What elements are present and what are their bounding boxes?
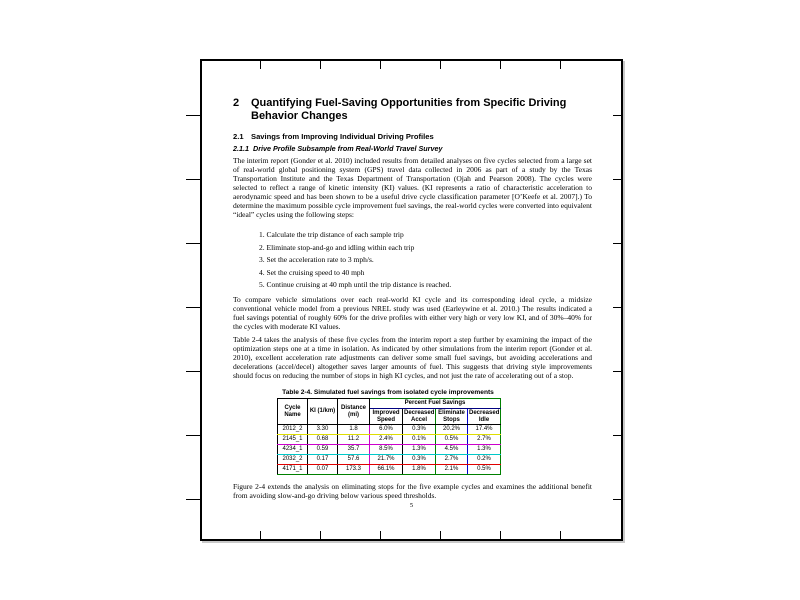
ruler-tick [613,499,621,500]
column-header: Distance (mi) [338,399,370,425]
section-number: 2 [233,97,240,109]
table-cell: 57.6 [338,455,370,465]
table-cell: 0.3% [403,425,436,435]
table-cell: 2012_2 [278,425,308,435]
table-row [278,455,501,465]
ruler-tick [260,61,261,69]
ruler-tick [186,307,202,308]
table-cell: 2.7% [436,455,468,465]
table-cell: 4171_1 [278,465,308,475]
table-cell: 2.7% [468,435,501,445]
subsection-heading [233,132,605,141]
paragraph-simulation-results: To compare vehicle simulations over each real-world KI cycle and its corresponding ideal cycle, a midsize conventional vehicle model from a previous NREL study was used (Earleywine et al. 2010.) The results indicated a fuel savings potential of roughly 60% for the drive profiles with either very high or very low KI, and of 30%–40% for the cycles with moderate KI values. [233,295,592,331]
column-header: KI (1/km) [308,399,338,425]
ruler-tick [186,371,202,372]
table-cell: 0.5% [468,465,501,475]
table-cell: 173.3 [338,465,370,475]
ruler-tick [613,115,621,116]
ruler-tick [500,531,501,539]
table-cell: 1.8% [403,465,436,475]
table-cell: 1.8 [338,425,370,435]
section-heading [233,97,605,123]
ruler-tick [186,435,202,436]
ruler-tick [186,243,202,244]
table-cell: 66.1% [370,465,403,475]
table-cell: 0.2% [468,455,501,465]
ruler-tick [560,61,561,69]
table-cell: 11.2 [338,435,370,445]
table-cell: 2.1% [436,465,468,475]
table-cell: 4.5% [436,445,468,455]
table-cell: 2.4% [370,435,403,445]
table-cell: 1.3% [403,445,436,455]
table-cell: 17.4% [468,425,501,435]
ruler-tick [260,531,261,539]
table-cell: 20.2% [436,425,468,435]
table-row [278,425,501,435]
table-cell: 4234_1 [278,445,308,455]
paragraph-intro: The interim report (Gonder et al. 2010) included results from detailed analyses on five cycles selected from a large set of real-world global positioning system (GPS) travel data collected in 2006 as part of a study by the Texas Transportation Institute and the Texas Department of Transportation (Ojah and Pearson 2008). The cycles were selected to reflect a range of kinetic intensity (KI) values. (KI represents a ratio of characteristic acceleration to aerodynamic speed and has been shown to be a useful drive cycle classification parameter [O’Keefe et al. 2007].) To determine the maximum possible cycle improvement fuel savings, the real-world cycles were converted into equivalent “ideal” cycles using the following steps: [233,156,592,219]
group-column-header: Percent Fuel Savings [370,399,501,409]
column-header: Decreased Accel [404,409,435,423]
subsubsection-number: 2.1.1 [233,144,249,153]
subsubsection-heading [233,144,605,153]
ruler-tick [613,307,621,308]
table-row [278,465,501,475]
ruler-tick [500,61,501,69]
subsection-number: 2.1 [233,132,244,141]
table-cell: 2032_2 [278,455,308,465]
list-item: 2. Eliminate stop-and-go and idling within each trip [259,242,415,252]
ruler-tick [613,371,621,372]
report-page [200,59,623,541]
list-item: 4. Set the cruising speed to 40 mph [259,267,365,277]
ruler-tick [560,531,561,539]
table-caption: Table 2-4. Simulated fuel savings from isolated cycle improvements [282,389,494,396]
fuel-savings-table [277,398,501,475]
subsection-title: Savings from Improving Individual Driving Profiles [251,132,434,141]
ruler-tick [380,61,381,69]
table-cell: 35.7 [338,445,370,455]
table-row [278,445,501,455]
table-cell: 0.5% [436,435,468,445]
list-item: 3. Set the acceleration rate to 3 mph/s. [259,255,374,264]
ruler-tick [613,243,621,244]
ruler-tick [186,499,202,500]
table-cell: 3.30 [308,425,338,435]
table-cell: 21.7% [370,455,403,465]
table-cell: 1.3% [468,445,501,455]
ruler-tick [320,531,321,539]
column-header: Decreased Idle [469,409,500,423]
table-cell: 2145_1 [278,435,308,445]
table-cell: 0.68 [308,435,338,445]
table-cell: 0.17 [308,455,338,465]
table-row [278,435,501,445]
subsubsection-title: Drive Profile Subsample from Real-World Travel Survey [253,144,443,153]
table-cell: 0.3% [403,455,436,465]
ruler-tick [613,179,621,180]
paragraph-figure-reference: Figure 2-4 extends the analysis on eliminating stops for the five example cycles and examines the additional benefit from avoiding slow-and-go driving below various speed thresholds. [233,482,592,500]
paragraph-table-discussion: Table 2-4 takes the analysis of these five cycles from the interim report a step further by examining the impact of the optimization steps one at a time in isolation. As indicated by other simulations from the interim report (Gonder et al. 2010), excellent acceleration rate adjustments can deliver some small fuel savings, but avoiding accelerations and decelerations (accel/decel) altogether saves larger amounts of fuel. This suggests that driving style improvements should focus on reducing the number of stops in high KI cycles, and not just the rate of accelerating out of a stop. [233,335,592,380]
column-header: Cycle Name [278,399,308,425]
list-item: 1. Calculate the trip distance of each sample trip [259,230,404,239]
table-cell: 8.5% [370,445,403,455]
table-cell: 0.07 [308,465,338,475]
ruler-tick [186,115,202,116]
ruler-tick [380,531,381,539]
column-header: Improved Speed [370,409,403,425]
ruler-tick [186,179,202,180]
column-header: Eliminate Stops [436,409,468,425]
section-title: Quantifying Fuel-Saving Opportunities from Specific Driving Behavior Changes [251,97,567,122]
table-cell: 0.59 [308,445,338,455]
ruler-tick [440,531,441,539]
ruler-tick [613,435,621,436]
table-header-row [278,399,501,409]
table-cell: 0.1% [403,435,436,445]
list-item: 5. Continue cruising at 40 mph until the trip distance is reached. [259,280,452,289]
table-cell: 6.0% [370,425,403,435]
ideal-cycle-steps-list [259,230,589,293]
page-number: 5 [409,502,414,509]
ruler-tick [440,61,441,69]
ruler-tick [320,61,321,69]
